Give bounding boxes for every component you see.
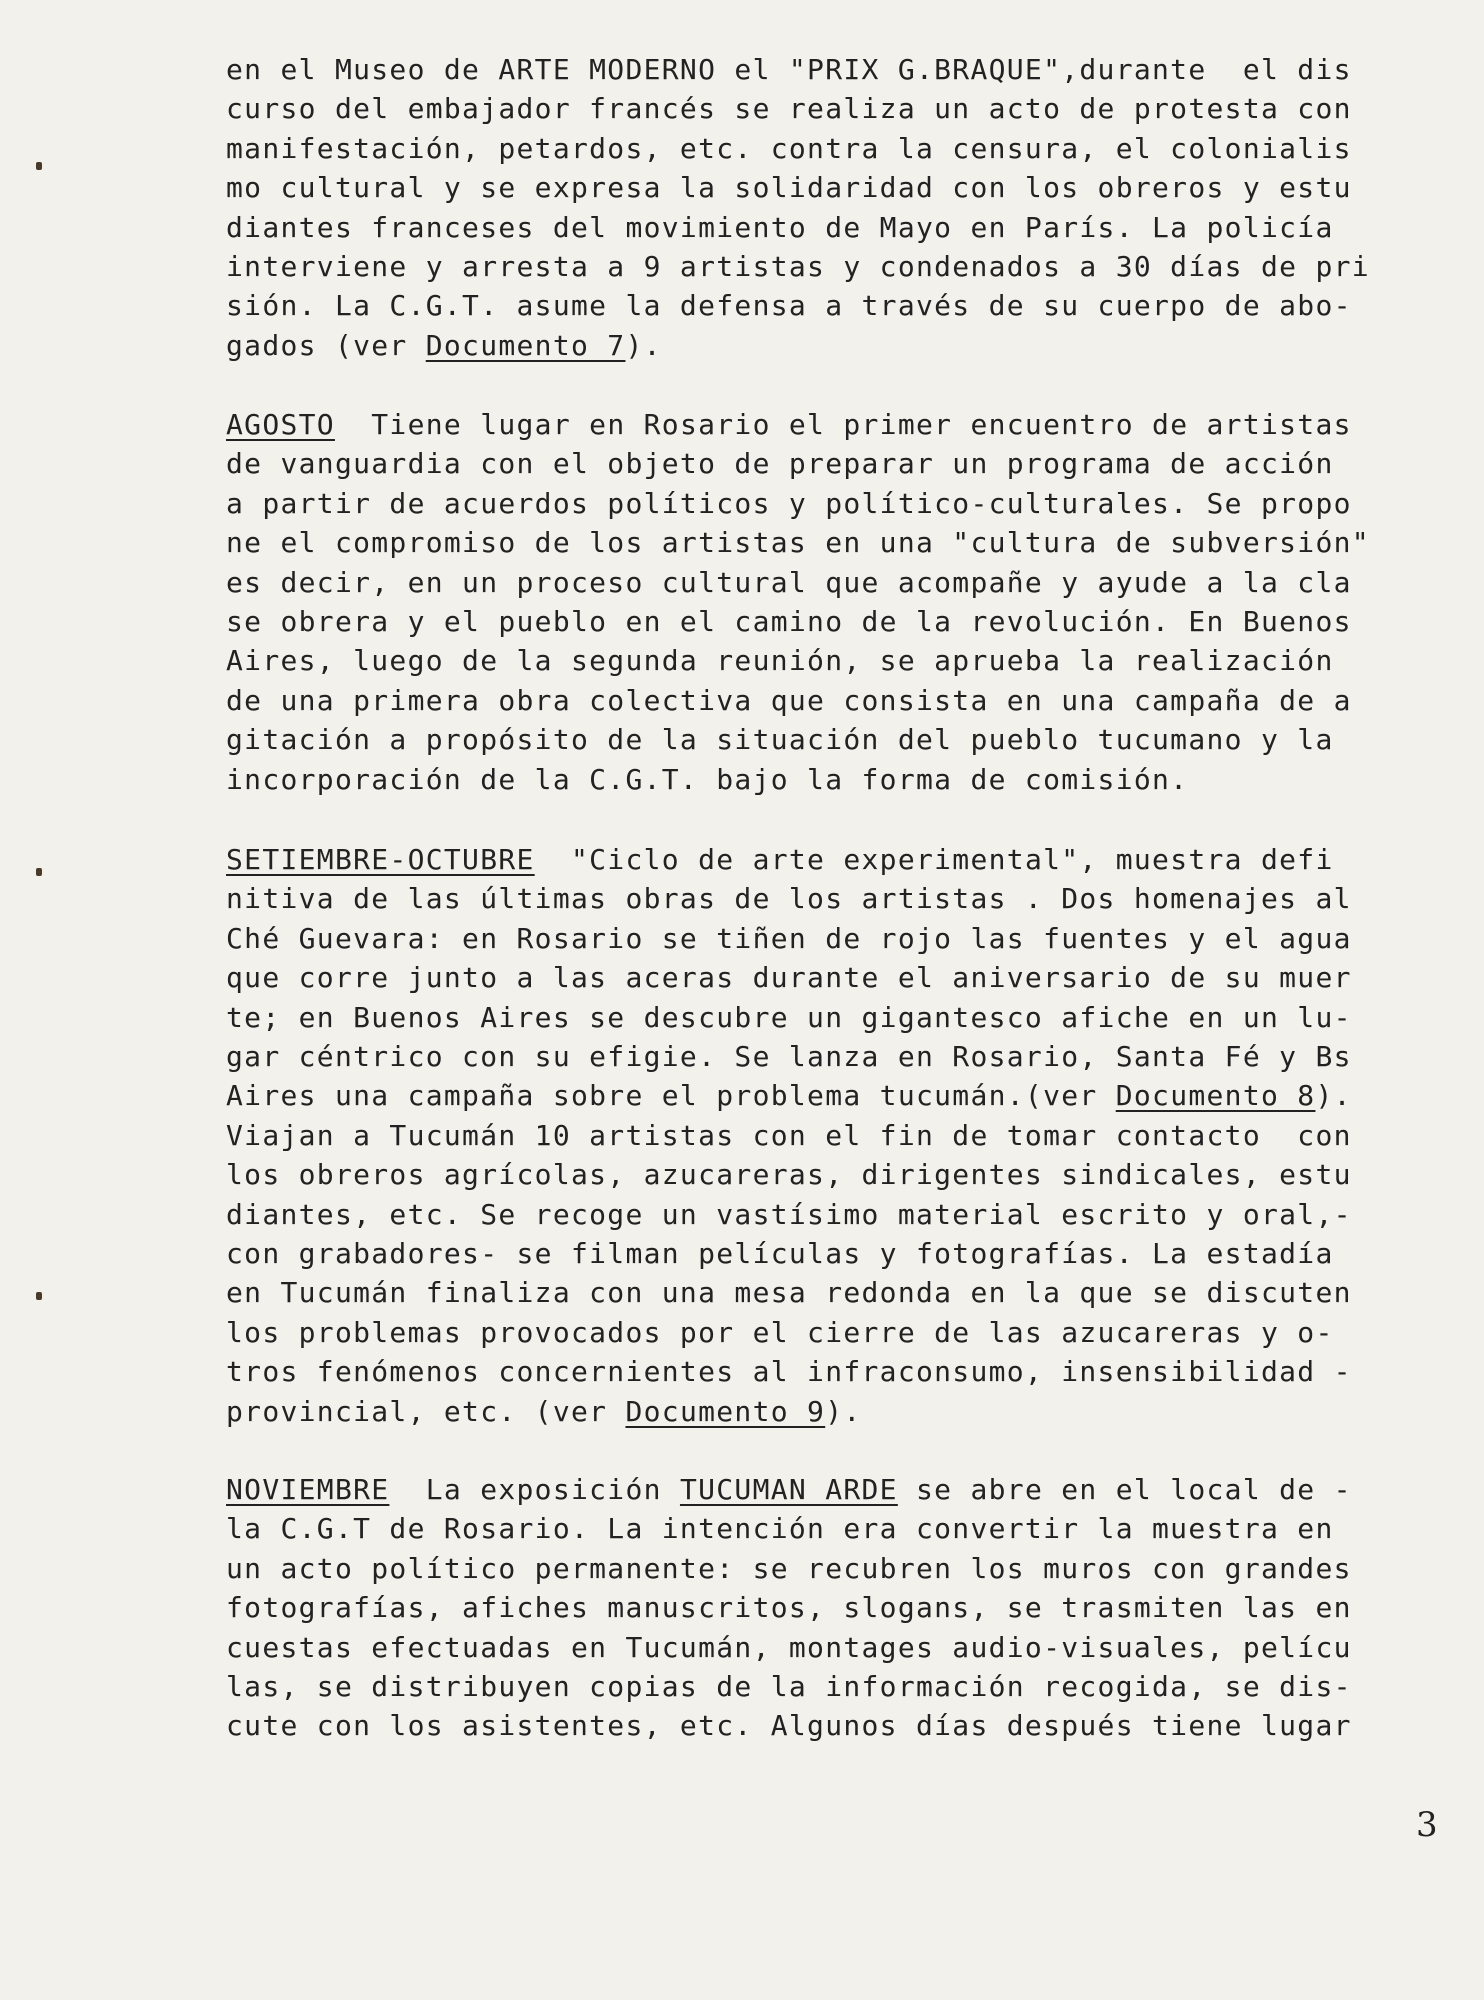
text-segment: se abre en el local de -	[897, 1473, 1352, 1506]
underlined-text: NOVIEMBRE	[226, 1473, 390, 1506]
text-line	[226, 89, 1416, 128]
underlined-text: AGOSTO	[226, 408, 335, 441]
text-line	[226, 641, 1416, 680]
text-line	[226, 1352, 1416, 1391]
text-line	[226, 720, 1416, 759]
text-segment: ).	[825, 1394, 862, 1428]
text-segment: diantes, etc. Se recoge un vastísimo material escrito y oral,-	[226, 1197, 1352, 1231]
text-line	[226, 919, 1416, 958]
text-segment: provincial, etc. (ver	[226, 1394, 626, 1428]
text-segment: de vanguardia con el objeto de preparar un programa de acción	[226, 447, 1334, 481]
text-segment: de una primera obra colectiva que consista en una campaña de a	[226, 683, 1352, 717]
text-line	[226, 760, 1416, 799]
text-segment: "Ciclo de arte experimental", muestra defi	[534, 843, 1334, 876]
text-segment: ne el compromiso de los artistas en una "cultura de subversión"	[226, 526, 1370, 560]
text-segment: cute con los asistentes, etc. Algunos días después tiene lugar	[226, 1709, 1352, 1743]
text-segment: fotografías, afiches manuscritos, slogans, se trasmiten las en	[226, 1591, 1352, 1625]
paragraph-setiembre-octubre	[226, 840, 1416, 1431]
text-segment: sión. La C.G.T. asume la defensa a través de su cuerpo de abo-	[226, 289, 1352, 323]
text-line	[226, 681, 1416, 720]
text-line	[226, 563, 1416, 602]
text-line	[226, 484, 1416, 523]
text-line	[226, 1234, 1416, 1273]
underlined-text: SETIEMBRE-OCTUBRE	[226, 843, 535, 876]
text-segment: la C.G.T de Rosario. La intención era convertir la muestra en	[226, 1512, 1334, 1546]
text-line	[226, 1628, 1416, 1667]
text-segment: Viajan a Tucumán 10 artistas con el fin de tomar contacto con	[226, 1118, 1352, 1152]
underlined-text: Documento 9	[625, 1394, 826, 1428]
text-segment: La exposición	[389, 1473, 680, 1506]
margin-mark	[36, 1292, 42, 1300]
text-line	[226, 1470, 1416, 1509]
text-line	[226, 1588, 1416, 1627]
text-line	[226, 247, 1416, 286]
text-line	[226, 326, 1416, 365]
text-segment: nitiva de las últimas obras de los artistas . Dos homenajes al	[226, 882, 1352, 916]
text-line	[226, 998, 1416, 1037]
text-line	[226, 1273, 1416, 1312]
text-segment: tros fenómenos concernientes al infraconsumo, insensibilidad -	[226, 1355, 1352, 1389]
text-segment: los obreros agrícolas, azucareras, dirigentes sindicales, estu	[226, 1158, 1352, 1192]
underlined-text: Documento 8	[1115, 1079, 1316, 1113]
paragraph-noviembre	[226, 1470, 1416, 1746]
text-segment: gados (ver	[226, 328, 426, 362]
text-line	[226, 1549, 1416, 1588]
underlined-text: Documento 7	[425, 328, 626, 362]
text-segment: Aires, luego de la segunda reunión, se aprueba la realización	[226, 644, 1334, 678]
text-segment: cuestas efectuadas en Tucumán, montages audio-visuales, pelícu	[226, 1630, 1352, 1664]
text-line	[226, 1706, 1416, 1745]
text-line	[226, 286, 1416, 325]
text-line	[226, 50, 1416, 89]
text-segment: en el Museo de ARTE MODERNO el "PRIX G.BRAQUE",durante el dis	[226, 53, 1352, 86]
text-segment: manifestación, petardos, etc. contra la censura, el colonialis	[226, 131, 1352, 165]
text-line	[226, 129, 1416, 168]
text-segment: los problemas provocados por el cierre de las azucareras y o-	[226, 1315, 1334, 1349]
paragraph-agosto	[226, 405, 1416, 799]
margin-mark	[36, 162, 42, 170]
text-segment: a partir de acuerdos políticos y político-culturales. Se propo	[226, 486, 1352, 520]
text-line	[226, 879, 1416, 918]
text-segment: Ché Guevara: en Rosario se tiñen de rojo las fuentes y el agua	[226, 921, 1352, 955]
text-line	[226, 444, 1416, 483]
text-line	[226, 1392, 1416, 1431]
text-segment: interviene y arresta a 9 artistas y condenados a 30 días de pri	[226, 250, 1370, 284]
text-line	[226, 1037, 1416, 1076]
text-line	[226, 523, 1416, 562]
margin-mark	[36, 868, 42, 876]
text-segment: en Tucumán finaliza con una mesa redonda en la que se discuten	[226, 1276, 1352, 1310]
text-line	[226, 1509, 1416, 1548]
text-line	[226, 958, 1416, 997]
page-number: 3	[1416, 1805, 1438, 1845]
text-segment: gitación a propósito de la situación del pueblo tucumano y la	[226, 723, 1334, 757]
text-line	[226, 602, 1416, 641]
text-line	[226, 405, 1416, 444]
text-line	[226, 1313, 1416, 1352]
text-segment: Aires una campaña sobre el problema tucumán.(ver	[226, 1079, 1116, 1113]
text-segment: un acto político permanente: se recubren los muros con grandes	[226, 1551, 1352, 1585]
text-segment: mo cultural y se expresa la solidaridad con los obreros y estu	[226, 171, 1352, 205]
text-line	[226, 1076, 1416, 1115]
text-segment: que corre junto a las aceras durante el aniversario de su muer	[226, 961, 1352, 995]
text-segment: con grabadores- se filman películas y fotografías. La estadía	[226, 1237, 1334, 1271]
text-line	[226, 168, 1416, 207]
text-segment: Tiene lugar en Rosario el primer encuentro de artistas	[334, 408, 1352, 441]
underlined-text: TUCUMAN ARDE	[679, 1473, 898, 1506]
text-line	[226, 1667, 1416, 1706]
text-line	[226, 1116, 1416, 1155]
paragraph-museo	[226, 50, 1416, 365]
text-segment: es decir, en un proceso cultural que acompañe y ayude a la cla	[226, 565, 1352, 599]
text-segment: diantes franceses del movimiento de Mayo en París. La policía	[226, 210, 1334, 244]
text-segment: las, se distribuyen copias de la información recogida, se dis-	[226, 1670, 1352, 1704]
text-segment: incorporación de la C.G.T. bajo la forma de comisión.	[226, 762, 1189, 796]
text-segment: ).	[625, 328, 662, 362]
text-line	[226, 1155, 1416, 1194]
text-segment: se obrera y el pueblo en el camino de la revolución. En Buenos	[226, 605, 1352, 639]
text-segment: gar céntrico con su efigie. Se lanza en Rosario, Santa Fé y Bs	[226, 1040, 1352, 1074]
text-line	[226, 208, 1416, 247]
text-segment: te; en Buenos Aires se descubre un gigantesco afiche en un lu-	[226, 1000, 1352, 1034]
text-line	[226, 840, 1416, 879]
text-line	[226, 1195, 1416, 1234]
text-segment: curso del embajador francés se realiza un acto de protesta con	[226, 92, 1352, 126]
text-segment: ).	[1315, 1079, 1352, 1113]
